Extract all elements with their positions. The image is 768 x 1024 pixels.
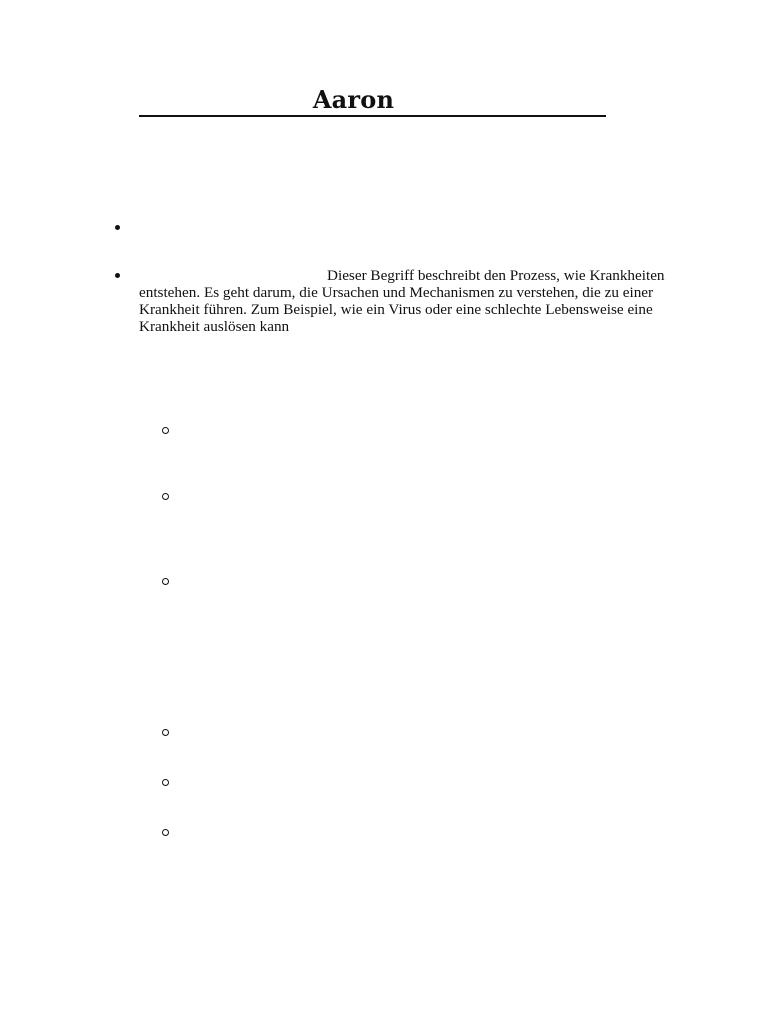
sub-bullet-1 xyxy=(162,427,170,435)
paragraph-text: Dieser Begriff beschreibt den Prozess, wie Krankheiten entstehen. Es geht darum, die Ursachen und Mechanismen zu verstehen, die zu einer Krankheit führen. Zum Beispiel, wie ein Virus oder eine schlechte Lebensweise eine Krankheit auslösen kann xyxy=(139,267,665,335)
sub-bullet-6 xyxy=(162,829,170,837)
sub-bullet-3 xyxy=(162,578,170,586)
sub-bullet-4 xyxy=(162,729,170,737)
document-title xyxy=(139,86,606,114)
document-title-text: Aaron xyxy=(312,85,395,114)
body-paragraph xyxy=(139,267,679,335)
sub-bullet-5 xyxy=(162,779,170,787)
bullet-point-2 xyxy=(115,273,123,281)
bullet-point-1 xyxy=(115,225,123,233)
sub-bullet-2 xyxy=(162,493,170,501)
title-underline xyxy=(139,115,606,117)
